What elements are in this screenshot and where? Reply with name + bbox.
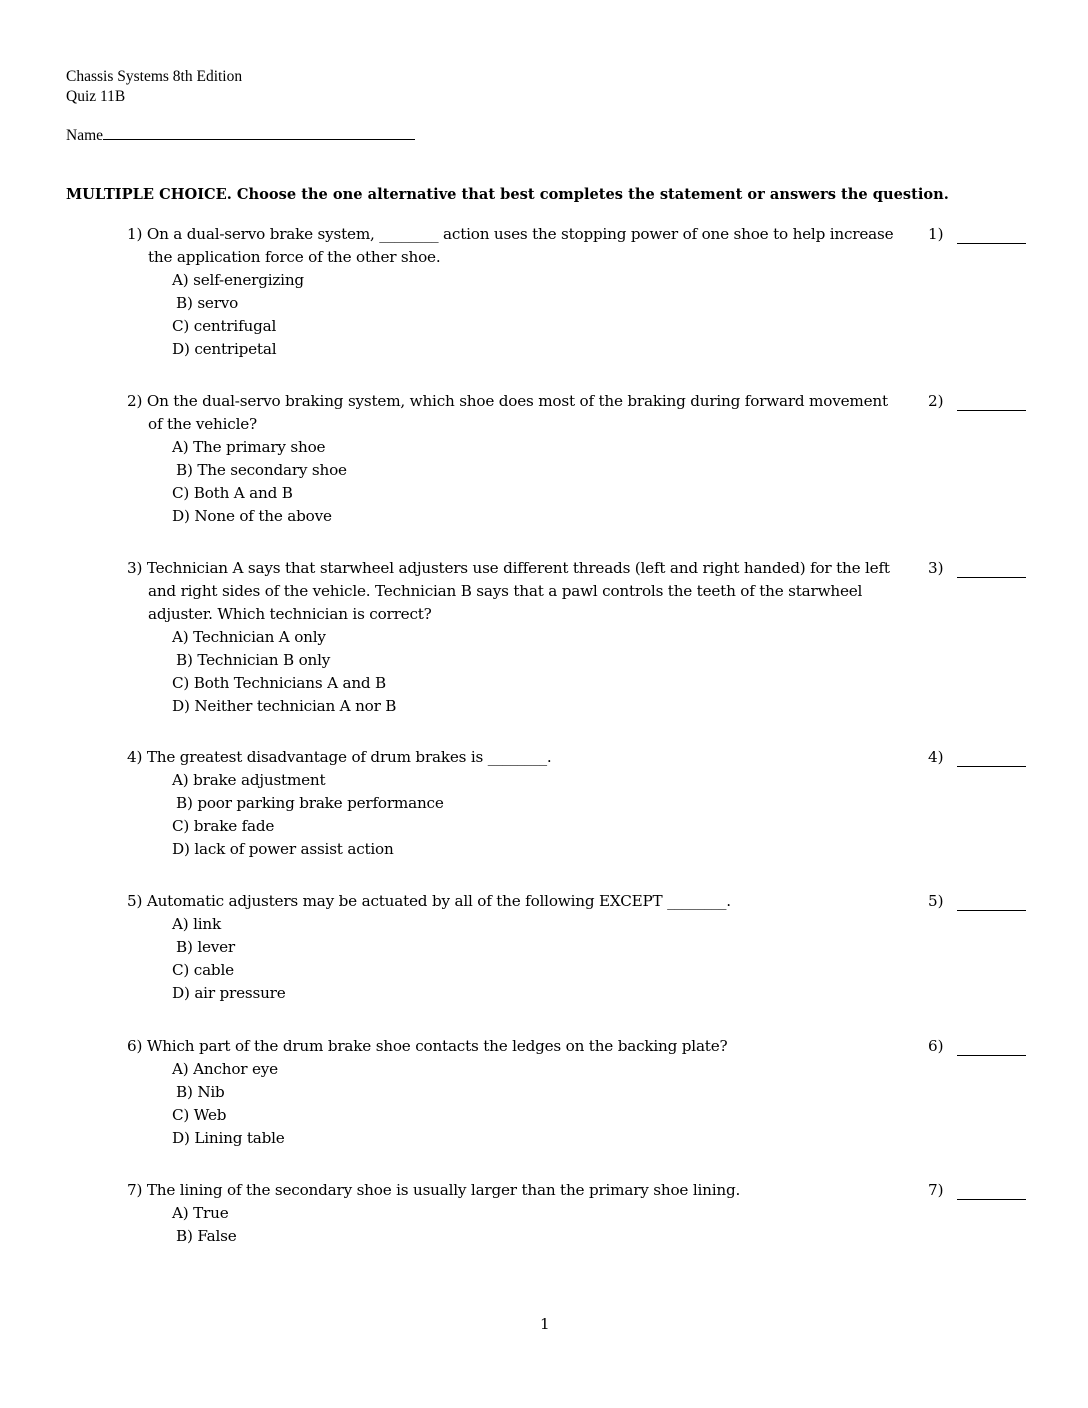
answer-blank[interactable] — [957, 766, 1026, 767]
question-stem: 2) On the dual-servo braking system, which shoe does most of the braking during forward movement of the vehicle? — [127, 392, 888, 433]
question-2 — [127, 390, 897, 528]
answer-option[interactable]: A) brake adjustment — [172, 771, 326, 789]
answer-blank[interactable] — [957, 577, 1026, 578]
answer-option[interactable]: C) Web — [172, 1106, 227, 1124]
question-stem: 5) Automatic adjusters may be actuated by all of the following EXCEPT ________. — [127, 892, 731, 910]
section-instructions: MULTIPLE CHOICE. Choose the one alternative that best completes the statement or answers the question. — [66, 186, 949, 203]
answer-number: 3) — [928, 559, 944, 577]
answer-option[interactable]: D) centripetal — [172, 340, 277, 358]
answer-option[interactable]: B) servo — [176, 294, 239, 312]
question-3 — [127, 557, 897, 718]
answer-option[interactable]: B) False — [176, 1227, 237, 1245]
question-4 — [127, 746, 897, 861]
page-number: 1 — [540, 1315, 550, 1333]
answer-option[interactable]: A) link — [172, 915, 222, 933]
answer-blank[interactable] — [957, 243, 1026, 244]
answer-blank[interactable] — [957, 1199, 1026, 1200]
question-stem: 1) On a dual-servo brake system, ________ action uses the stopping power of one shoe to help increase the application force of the other shoe. — [127, 225, 894, 266]
answer-option[interactable]: D) Lining table — [172, 1129, 285, 1147]
answer-option[interactable]: B) Nib — [176, 1083, 225, 1101]
question-stem: 3) Technician A says that starwheel adjusters use different threads (left and right handed) for the left and right sides of the vehicle. Technician B says that a pawl controls the teeth of the starwheel adjuster. Which technician is correct? — [127, 559, 890, 623]
answer-option[interactable]: D) lack of power assist action — [172, 840, 394, 858]
answer-option[interactable]: D) None of the above — [172, 507, 332, 525]
answer-number: 5) — [928, 892, 944, 910]
course-title: Chassis Systems 8th Edition — [66, 68, 243, 85]
answer-option[interactable]: B) poor parking brake performance — [176, 794, 444, 812]
question-stem: 4) The greatest disadvantage of drum brakes is ________. — [127, 748, 552, 766]
answer-number: 7) — [928, 1181, 944, 1199]
answer-option[interactable]: A) self-energizing — [172, 271, 304, 289]
name-field[interactable] — [66, 125, 415, 146]
answer-option[interactable]: C) cable — [172, 961, 234, 979]
quiz-title: Quiz 11B — [66, 88, 126, 105]
answer-option[interactable]: B) Technician B only — [176, 651, 331, 669]
answer-option[interactable]: B) The secondary shoe — [176, 461, 347, 479]
answer-option[interactable]: D) air pressure — [172, 984, 286, 1002]
name-label: Name — [66, 127, 104, 144]
answer-blank[interactable] — [957, 410, 1026, 411]
answer-option[interactable]: A) Technician A only — [172, 628, 326, 646]
answer-option[interactable]: A) Anchor eye — [172, 1060, 278, 1078]
answer-number: 1) — [928, 225, 944, 243]
question-5 — [127, 890, 897, 1005]
answer-blank[interactable] — [957, 910, 1026, 911]
answer-option[interactable]: A) The primary shoe — [172, 438, 326, 456]
name-blank[interactable] — [103, 125, 415, 140]
answer-option[interactable]: C) brake fade — [172, 817, 275, 835]
answer-option[interactable]: C) centrifugal — [172, 317, 277, 335]
question-stem: 7) The lining of the secondary shoe is usually larger than the primary shoe lining. — [127, 1181, 741, 1199]
answer-number: 4) — [928, 748, 944, 766]
answer-option[interactable]: A) True — [172, 1204, 229, 1222]
answer-option[interactable]: C) Both A and B — [172, 484, 293, 502]
answer-number: 6) — [928, 1037, 944, 1055]
question-7 — [127, 1179, 897, 1248]
answer-option[interactable]: C) Both Technicians A and B — [172, 674, 387, 692]
question-6 — [127, 1035, 897, 1150]
answer-option[interactable]: B) lever — [176, 938, 235, 956]
question-1 — [127, 223, 897, 361]
answer-blank[interactable] — [957, 1055, 1026, 1056]
answer-number: 2) — [928, 392, 944, 410]
question-stem: 6) Which part of the drum brake shoe contacts the ledges on the backing plate? — [127, 1037, 728, 1055]
answer-option[interactable]: D) Neither technician A nor B — [172, 697, 397, 715]
